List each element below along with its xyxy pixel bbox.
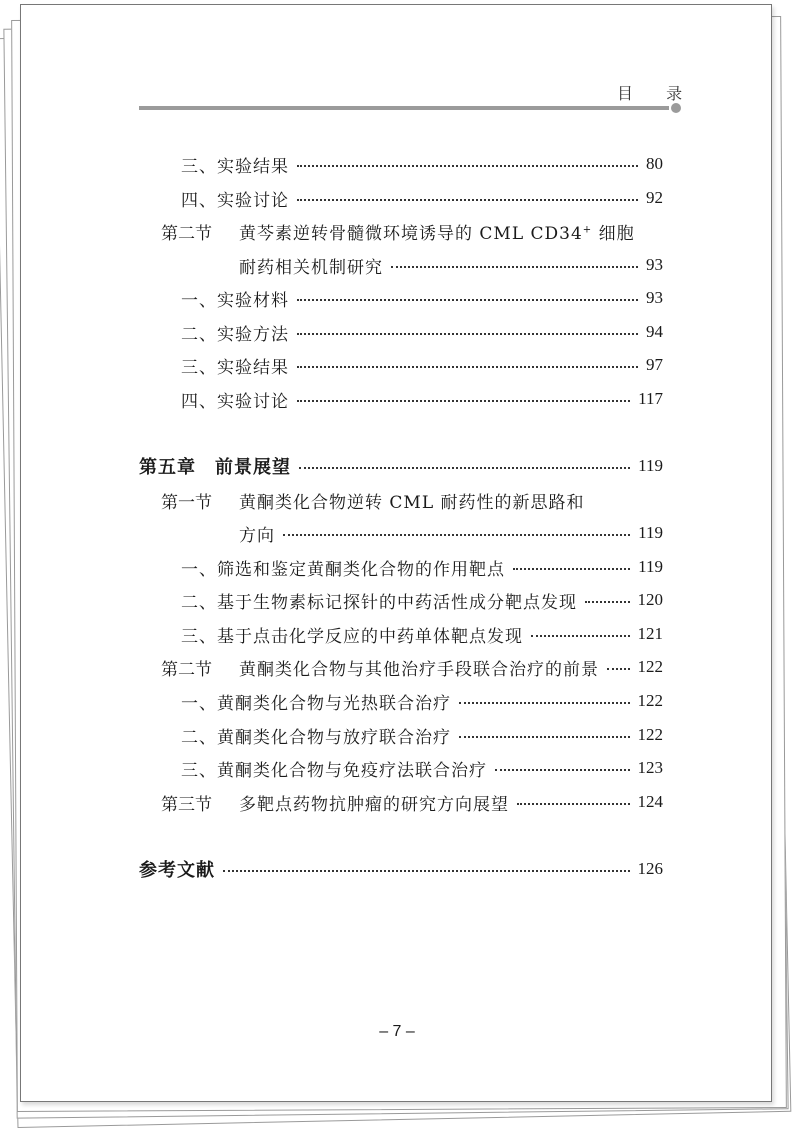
page-ref: 124	[637, 792, 663, 811]
page-ref: 122	[637, 691, 663, 710]
toc-entry[interactable]: 四、实验讨论 117	[181, 389, 663, 412]
toc-entry[interactable]: 二、基于生物素标记探针的中药活性成分靶点发现 120	[181, 590, 663, 613]
page-ref: 126	[637, 859, 663, 878]
leader-dots	[283, 534, 630, 536]
section-title: 黄芩素逆转骨髓微环境诱导的 CML CD34+ 细胞	[239, 223, 635, 244]
toc-entry[interactable]: 三、黄酮类化合物与免疫疗法联合治疗 123	[181, 758, 663, 781]
page-ref: 121	[637, 624, 663, 643]
page-ref: 94	[646, 322, 663, 341]
toc-entry[interactable]: 一、筛选和鉴定黄酮类化合物的作用靶点 119	[181, 557, 663, 580]
toc-section-entry[interactable]: 第二节 黄酮类化合物与其他治疗手段联合治疗的前景 122	[161, 654, 663, 680]
leader-dots	[459, 702, 630, 704]
page-ref: 122	[637, 725, 663, 744]
running-header: 目 录	[617, 84, 697, 103]
page-ref: 120	[637, 590, 663, 609]
leader-dots	[297, 333, 638, 335]
toc-page	[20, 4, 772, 1102]
toc-chapter[interactable]: 第五章 前景展望 119	[139, 456, 663, 478]
toc-entry[interactable]: 四、实验讨论 92	[181, 188, 663, 211]
page-number: – 7 –	[379, 1023, 415, 1040]
toc-entry[interactable]: 一、黄酮类化合物与光热联合治疗 122	[181, 691, 663, 714]
page-ref: 119	[638, 523, 663, 542]
toc-section-entry[interactable]: 第三节 多靶点药物抗肿瘤的研究方向展望 124	[161, 789, 663, 815]
leader-dots	[531, 635, 630, 637]
page-ref: 93	[646, 255, 663, 274]
page-ref: 93	[646, 288, 663, 307]
leader-dots	[607, 668, 630, 670]
header-rule	[139, 106, 669, 110]
leader-dots	[297, 366, 638, 368]
section-title: 黄酮类化合物逆转 CML 耐药性的新思路和	[239, 492, 585, 513]
section-number: 第三节	[161, 794, 212, 815]
page-ref: 123	[637, 758, 663, 777]
leader-dots	[223, 870, 630, 872]
leader-dots	[495, 769, 630, 771]
toc-entry[interactable]: 二、黄酮类化合物与放疗联合治疗 122	[181, 725, 663, 748]
toc-section-heading[interactable]	[161, 487, 663, 513]
leader-dots	[517, 803, 630, 805]
section-number: 第一节	[161, 492, 212, 513]
toc-entry[interactable]: 三、基于点击化学反应的中药单体靶点发现 121	[181, 624, 663, 647]
toc-entry[interactable]: 三、实验结果 97	[181, 355, 663, 378]
page-ref: 92	[646, 188, 663, 207]
toc-entry[interactable]: 三、实验结果 80	[181, 154, 663, 177]
toc-entry[interactable]: 耐药相关机制研究 93	[239, 255, 663, 278]
leader-dots	[513, 568, 630, 570]
toc-entry[interactable]: 方向 119	[239, 523, 663, 546]
page-ref: 119	[638, 557, 663, 576]
toc-section-heading[interactable]	[161, 218, 663, 244]
leader-dots	[297, 165, 638, 167]
toc-references[interactable]: 参考文献 126	[139, 859, 663, 881]
leader-dots	[391, 266, 638, 268]
page-ref: 80	[646, 154, 663, 173]
page-ref: 117	[638, 389, 663, 408]
page-ref: 97	[646, 355, 663, 374]
leader-dots	[297, 400, 630, 402]
header-dot	[671, 103, 681, 113]
leader-dots	[297, 199, 638, 201]
toc-entry[interactable]: 二、实验方法 94	[181, 322, 663, 345]
toc-entry[interactable]: 一、实验材料 93	[181, 288, 663, 311]
leader-dots	[585, 601, 630, 603]
page-ref: 119	[638, 456, 663, 475]
leader-dots	[459, 736, 630, 738]
section-number: 第二节	[161, 659, 212, 680]
section-number: 第二节	[161, 223, 212, 244]
leader-dots	[299, 467, 630, 469]
page-ref: 122	[637, 657, 663, 676]
leader-dots	[297, 299, 638, 301]
